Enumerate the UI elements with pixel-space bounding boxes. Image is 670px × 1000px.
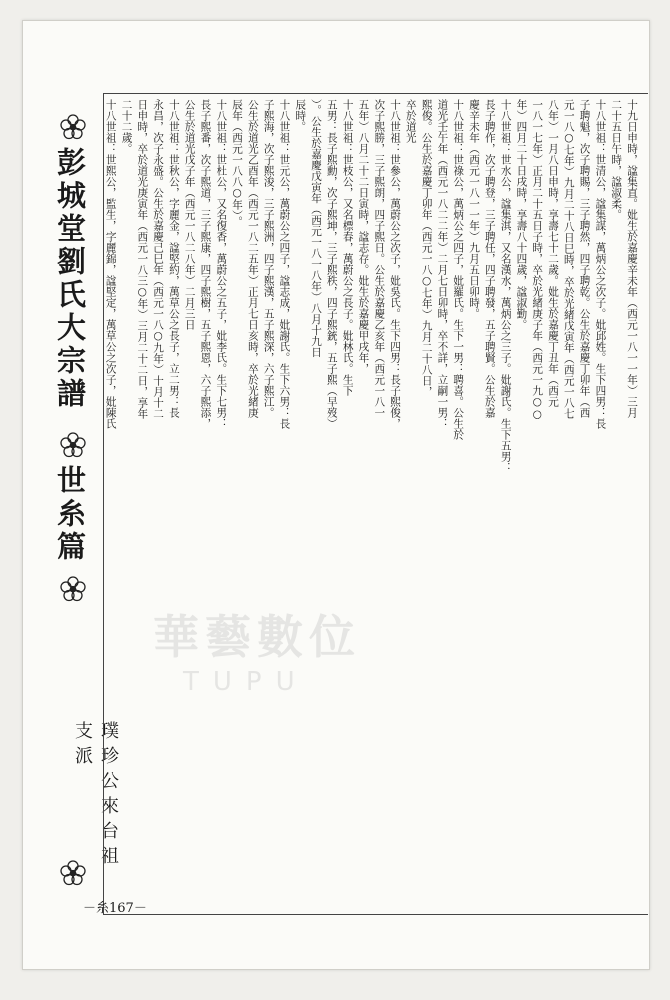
text-column: 慶辛未年（西元一八一一年）九月五日卯時。	[468, 99, 481, 319]
text-column: 二十二歲。	[120, 99, 133, 154]
flower-ornament-icon	[59, 575, 87, 603]
text-column: 卒於道光	[404, 99, 417, 143]
text-column: 八年）一月八日申時，享壽七十二歲。妣生於嘉慶丁丑年（西元	[547, 99, 560, 407]
text-column: 永昌，次子永盛。公生於嘉慶己巳年（西元一八○九年）十月十二	[152, 99, 165, 420]
text-column: 十八世祖：世參公，萬蔚公之次子，妣吳氏。生下四男：長子熙俊，	[389, 99, 402, 429]
branch-label: 璞珍公來台祖支派	[72, 721, 119, 871]
text-column: 十八世祖：世枝公，又名標春，萬蔚公之長子。妣林氏。生下	[341, 99, 354, 396]
text-column: 公生於道光乙酉年（西元一八二五年）正月七日亥時，卒於光緒庚	[246, 99, 259, 418]
flower-ornament-icon	[59, 859, 87, 887]
text-column: 元一八○七年）九月二十八日巳時，卒於光緒戊寅年（西元一八七	[562, 99, 575, 420]
text-column: 次子熙勝，三子熙朗，四子熙日。公生於嘉慶乙亥年（西元一八一	[373, 99, 386, 418]
page-number: －糸167－	[83, 901, 147, 916]
text-column: 五男：長子熙勳，次子熙坤，三子熙秩，四子熙銃，五子熙（早歿）	[325, 99, 338, 429]
text-column: 十八世祖：世元公，萬蔚公之四子，諡志成，妣謝氏。生下六男：長	[278, 99, 291, 429]
text-column: 五年）八月二十二日寅時，諡志存。妣生於嘉慶甲戌年，	[357, 99, 370, 374]
text-column: 公生於道光戊子年（西元一八二八年）二月三日	[183, 99, 196, 330]
text-column: 十八世祖：世熙公，監生，字麗錦，諡堅定，萬草公之次子，妣陳氏	[105, 99, 117, 429]
genealogy-text	[105, 99, 639, 907]
text-column: 子熙海，次子熙浚，三子熙洲，四子熙漢，五子熙深，六子熙江。	[262, 99, 275, 418]
text-column: 十八世祖：世祿公，萬炳公之四子，妣羅氏。生下一男：聘喜。公生於	[452, 99, 465, 440]
text-column: 十八世祖：世杜公，又名復香，萬蔚公之五子，妣李氏。生下七男：	[215, 99, 228, 429]
text-column: 長子熙番，次子熙道，三子熙康，四子熙樹，五子熙恩，六子熙添，	[199, 99, 212, 429]
text-column: 道光壬午年（西元一八二二年）二月七日卯時，卒不詳，立嗣一男：	[436, 99, 449, 429]
text-column: 十八世祖：世秋公，字麗金，諡堅約，萬草公之長子，立二男：長	[167, 99, 180, 418]
text-column: ）。公生於嘉慶戊寅年（西元一八一八年）八月十九日	[310, 99, 323, 358]
text-column: 日申時，卒於道光庚寅年（西元一八三○年）三月二十二日，享年	[136, 99, 149, 420]
text-column: 辰年（西元一八八○年）。	[231, 99, 244, 228]
flower-ornament-icon	[59, 431, 87, 459]
text-column: 辰時。	[294, 99, 307, 132]
watermark-url: TUPU	[183, 667, 309, 697]
text-column: 十九日申時，諡集直。妣生於嘉慶辛未年（西元一八一一年）三月	[626, 99, 638, 418]
text-column: 二十五日午時，諡淑柔。	[610, 99, 623, 220]
text-column: 十八世祖：世清公，諡集謀，萬炳公之次子。妣邱姓。生下四男：長	[594, 99, 607, 429]
flower-ornament-icon	[59, 113, 87, 141]
text-column: 年）四月二十日戌時，享壽八十四歲，諡淑勤。	[515, 99, 528, 330]
book-page	[22, 20, 650, 970]
watermark-chinese: 華藝數位	[153, 610, 361, 664]
book-title: 彭城堂劉氏大宗譜	[53, 147, 87, 411]
text-column: 子聘魁，次子聘賜，三子聘然，四子聘乾。公生於嘉慶丁卯年（西	[578, 99, 591, 418]
text-column: 十八世祖：世水公，諡集淇，又名漢水，萬炳公之三子。妣謝氏。生下五男：	[499, 99, 512, 473]
section-title: 世糸篇	[53, 465, 87, 564]
text-column: 長子聘作，次子聘登，三子聘任，四子聘發，五子聘賢。公生於嘉	[483, 99, 496, 418]
text-column: 熙俊。公生於嘉慶丁卯年（西元一八○七年）九月二十八日，	[420, 99, 433, 398]
text-column: 一八一七年）正月二十五日子時，卒於光緒庚子年（西元一九○○	[531, 99, 544, 421]
